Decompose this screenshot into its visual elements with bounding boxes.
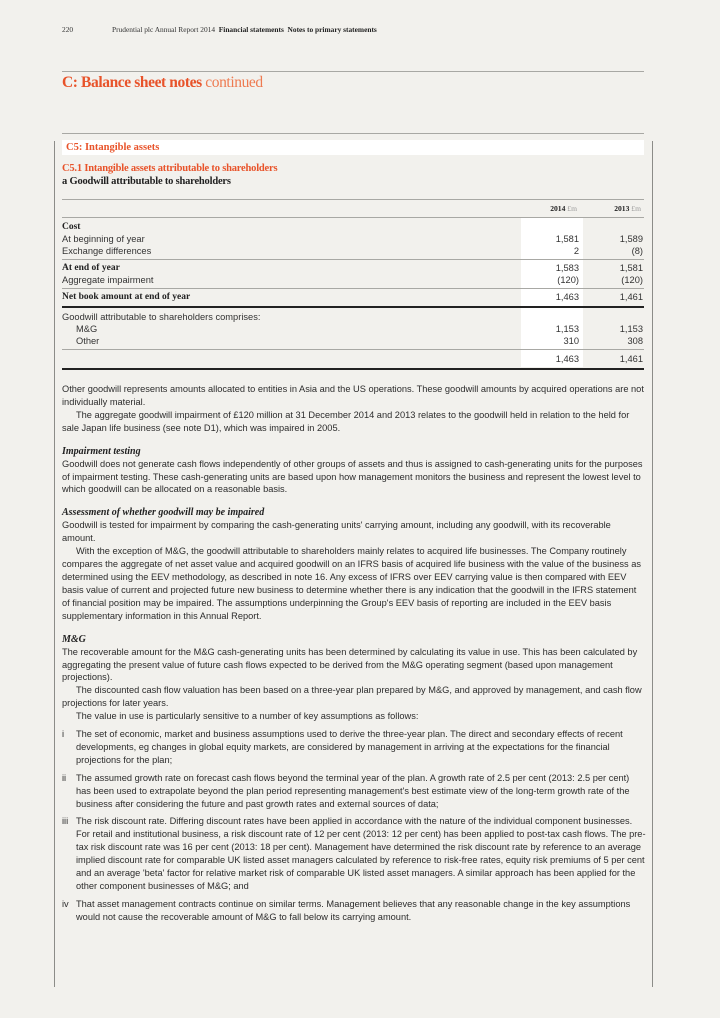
table-row: At end of year 1,583 1,581 [62,263,643,273]
page-title-prefix: C: [62,74,78,91]
table-group-end-of-year [62,260,644,289]
goodwill-table [62,199,644,370]
table-group-composition [62,308,644,350]
page-title-main: Balance sheet notes [81,74,202,91]
note-body [62,383,646,924]
paragraph: The discounted cash flow valuation has been based on a three-year plan prepared by M&G, and approved by management, and cash flow projections for later years. [62,685,642,709]
table-group-total [62,350,644,370]
list-item: ii The assumed growth rate on forecast cash flows beyond the terminal year of the plan. A growth rate of 2.5 per cent (2013: 2.5 per cent) has been used to extrapolate beyond the plan period representing management's best estimate view of the long-term growth rate of the business after considering the future and past growth rates and external sources of data; [62,772,630,809]
header-section: Financial statements [218,25,284,34]
paragraph: The recoverable amount for the M&G cash-generating units has been determined by calculating its value in use. This has been calculated by aggregating the present value of future cash flows expected to be derived from the M&G operating segment (based upon management projections). [62,646,638,683]
note-title: C5: Intangible assets [66,142,160,153]
page-number: 220 [62,25,74,34]
table-row: Net book amount at end of year 1,463 1,461 [62,292,643,302]
note-divider [62,133,644,134]
header-subsection: Notes to primary statements [287,25,377,34]
column-header-2014: 2014 £m [550,204,577,213]
table-header [62,199,644,218]
heading-mg: M&G [62,633,86,645]
note-subtitle: C5.1 Intangible assets attributable to shareholders [62,163,278,174]
heading-assessment: Assessment of whether goodwill may be impaired [62,507,265,519]
key-assumptions-list [62,728,646,924]
table-row: 1,463 1,461 [555,354,643,364]
paragraph: Other goodwill represents amounts allocated to entities in Asia and the US operations. These goodwill amounts by acquired operations are not individually material. [62,384,644,407]
table-row: Other 310 308 [76,336,643,346]
right-margin-rule [652,141,653,987]
note-subsubtitle: a Goodwill attributable to shareholders [62,176,231,187]
page-title-suffix: continued [205,74,263,91]
paragraph: With the exception of M&G, the goodwill attributable to shareholders mainly relates to acquired life businesses. The Company routinely compares the aggregate of net asset value and acquired goodwill on an IFRS basis of acquired life business with the value of the business as determined using the EEV methodology, as described in note 16. Any excess of IFRS over EEV carrying value is then compared with EEV basis value of current and projected future new business to determine whether there is any indication that the goodwill in the IFRS statement of financial position may be impaired. The assumptions underpinning the Group's EEV basis of reporting are included in the EEV basis supplementary information in this Annual Report. [62,546,641,621]
paragraph: The aggregate goodwill impairment of £120 million at 31 December 2014 and 2013 relates to the goodwill held in relation to the held for sale Japan life business (see note D1), which was impaired in 2005. [62,409,630,433]
list-item: iv That asset management contracts continue on similar terms. Management believes that any reasonable change in the key assumptions would not cause the recoverable amount of M&G to fall below its carrying amount. [62,898,631,922]
table-row: Goodwill attributable to shareholders comprises: [62,312,261,322]
table-row: Cost [62,222,81,232]
table-group-net-book [62,289,644,308]
table-row: At beginning of year 1,581 1,589 [62,234,643,244]
paragraph: Goodwill does not generate cash flows independently of other groups of assets and thus is assigned to cash-generating units for the purposes of impairment testing. These cash-generating units are based upon how management monitors the business and represent the lowest level to which goodwill can be allocated on a reasonable basis. [62,458,643,495]
list-item: iii The risk discount rate. Differing discount rates have been applied in accordance with the nature of the individual component businesses. For retail and institutional business, a risk discount rate of 12 per cent (2013: 12 per cent) has been applied to post-tax cash flows. The pre-tax risk discount rate was 16 per cent (2013: 18 per cent). Management have determined the risk discount rate by reference to an average implied discount rate for comparable UK listed asset managers calculated by reference to risk-free rates, equity risk premiums of 5 per cent and an average 'beta' factor for relative market risk of comparable UK listed asset managers. A similar approach has been applied for the other component businesses of M&G; and [62,816,646,891]
column-header-2013: 2013 £m [614,204,641,213]
table-row: Exchange differences 2 (8) [62,246,643,256]
note-title-bar [62,140,644,155]
paragraph: Goodwill is tested for impairment by comparing the cash-generating units' carrying amount, including any goodwill, with its recoverable amount. [62,520,611,544]
left-margin-rule [54,141,55,987]
top-divider [62,71,644,72]
table-row: M&G 1,153 1,153 [76,324,643,334]
paragraph: The value in use is particularly sensitive to a number of key assumptions as follows: [76,711,419,722]
heading-impairment-testing: Impairment testing [62,445,141,457]
table-row: Aggregate impairment (120) (120) [62,275,643,285]
table-group-cost [62,218,644,260]
page-title [62,74,263,92]
list-item: i The set of economic, market and business assumptions used to derive the three-year plan. The direct and secondary effects of recent developments, eg changes in global equity markets, are considered by management in arriving at the expectations for the financial projections for the plan; [62,729,623,765]
publication-name: Prudential plc Annual Report 2014 [112,25,216,34]
running-header [62,25,377,34]
